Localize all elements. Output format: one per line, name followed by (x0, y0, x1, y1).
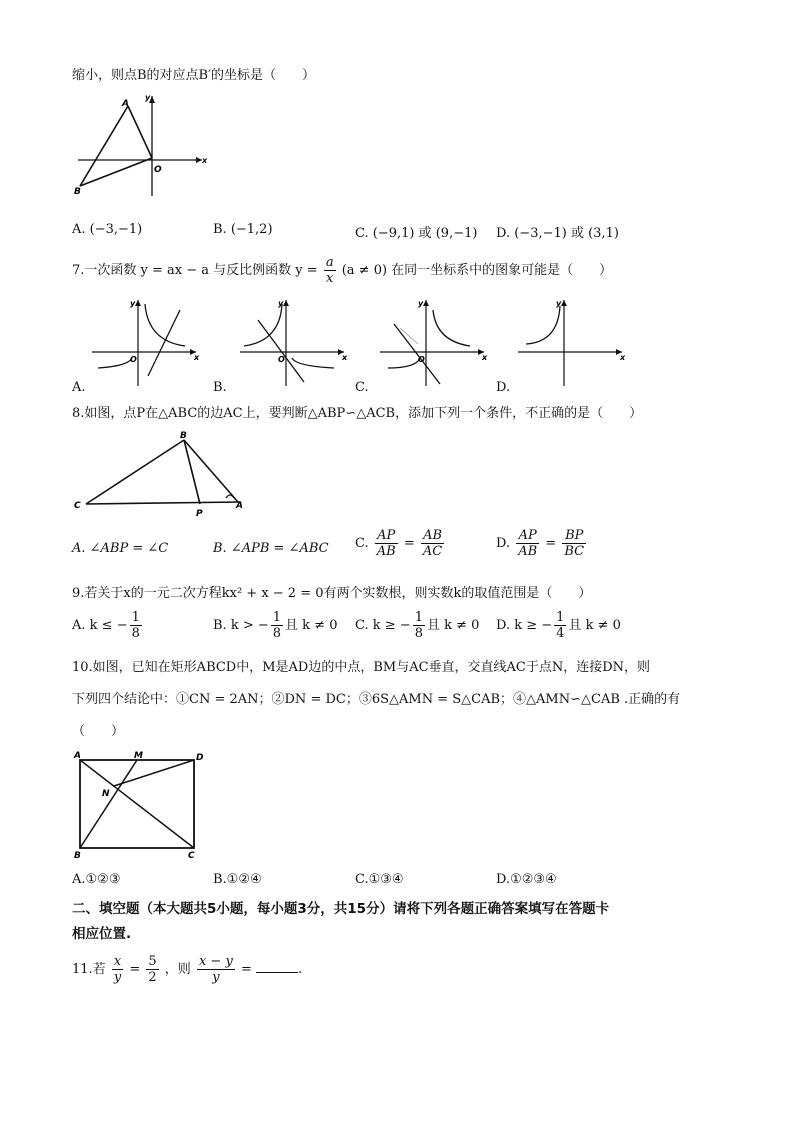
q7-stem-b: (a ≠ 0) 在同一坐标系中的图象可能是（ ） (341, 263, 613, 278)
q6-label-b: B (74, 187, 81, 197)
svg-text:C: C (188, 851, 195, 860)
q8-option-a: A. ∠ABP = ∠C (72, 541, 169, 556)
svg-text:A: A (74, 751, 81, 761)
q8-option-b: B. ∠APB = ∠ABC (213, 541, 329, 556)
q7-graph-c (378, 296, 488, 388)
q6-label-o: O (154, 165, 162, 175)
q9-option-c: C. k ≥ − $\frac{1}{8}$ 且 k ≠ 0 (355, 610, 480, 641)
q9-option-d: D. k ≥ − $\frac{1}{4}$ 且 k ≠ 0 (496, 610, 621, 641)
svg-text:y: y (278, 299, 284, 308)
svg-text:y: y (556, 299, 562, 308)
q6-option-a: A. (−3,−1) (72, 222, 143, 237)
q8-figure (72, 428, 252, 520)
svg-text:y: y (418, 299, 424, 308)
q10-stem-line3: （ ） (72, 724, 125, 739)
svg-text:x: x (482, 353, 488, 362)
svg-text:O: O (130, 355, 137, 364)
q6-stem: 缩小，则点B的对应点B′的坐标是（ ） (72, 68, 316, 83)
svg-text:A: A (236, 501, 243, 511)
q6-label-x: x (202, 156, 208, 165)
svg-text:x: x (620, 353, 626, 362)
q7-graph-b (238, 296, 348, 388)
svg-text:y: y (130, 299, 136, 308)
q7-graph-d (516, 296, 626, 388)
q9-option-b: B. k > − $\frac{1}{8}$ 且 k ≠ 0 (213, 610, 338, 641)
q7-stem (72, 254, 612, 288)
q10-option-b: B.①②④ (213, 872, 262, 887)
svg-text:N: N (102, 789, 110, 799)
q11-stem: 11.若 $\frac{x}{y}$ = $\frac{5}{2}$ ，则 $\frac{x - y}{y}$ = . (72, 954, 303, 985)
q7-stem-a: 7.一次函数 y = ax − a 与反比例函数 y = (72, 263, 318, 278)
q9-option-a: A. k ≤ − $\frac{1}{8}$ (72, 610, 140, 641)
q6-label-y: y (145, 93, 151, 102)
q7-option-d: D. (496, 380, 511, 395)
q6-label-a: A (122, 99, 129, 109)
svg-text:B: B (180, 431, 187, 441)
svg-text:O: O (278, 355, 285, 364)
svg-text:B: B (74, 851, 81, 860)
svg-text:O: O (418, 355, 425, 364)
q6-option-c: C. (−9,1) 或 (9,−1) (355, 226, 478, 241)
svg-text:M: M (134, 751, 143, 761)
q10-stem-line2: 下列四个结论中：①CN = 2AN；②DN = DC；③6S△AMN = S△CAB；④△AMN∽△CAB .正确的有 (72, 692, 681, 707)
q10-option-a: A.①②③ (72, 872, 121, 887)
q10-option-c: C.①③④ (355, 872, 404, 887)
q6-figure (72, 90, 212, 200)
q11-answer-blank[interactable] (256, 960, 298, 973)
q7-option-a: A. (72, 380, 86, 395)
q6-option-b: B. (−1,2) (213, 222, 273, 237)
q9-stem: 9.若关于x的一元二次方程kx² + x − 2 = 0有两个实数根，则实数k的取值范围是（ ） (72, 586, 592, 601)
q7-option-c: C. (355, 380, 369, 395)
q10-stem-line1: 10.如图，已知在矩形ABCD中，M是AD边的中点，BM与AC垂直，交直线AC于点N，连接DN，则 (72, 660, 651, 675)
q7-fraction: $\frac{a}{x}$ (325, 255, 334, 286)
svg-text:x: x (342, 353, 348, 362)
q8-stem: 8.如图，点P在△ABC的边AC上，要判断△ABP∽△ACB，添加下列一个条件，不正确的是（ ） (72, 406, 643, 421)
section-2-heading: 二、填空题（本大题共5小题，每小题3分，共15分）请将下列各题正确答案填写在答题卡 (72, 901, 610, 917)
svg-text:P: P (196, 509, 203, 519)
q7-graph-a (90, 296, 200, 388)
q10-option-d: D.①②③④ (496, 872, 557, 887)
svg-text:C: C (74, 501, 81, 511)
q7-option-b: B. (213, 380, 227, 395)
q6-option-d: D. (−3,−1) 或 (3,1) (496, 226, 619, 241)
q8-option-c: C. $\frac{AP}{AB}$ = $\frac{AB}{AC}$ (355, 528, 443, 559)
q10-figure (72, 748, 212, 860)
svg-text:x: x (194, 353, 200, 362)
svg-text:D: D (196, 753, 204, 763)
q8-option-d: D. $\frac{AP}{AB}$ = $\frac{BP}{BC}$ (496, 528, 585, 559)
section-2-heading-cont: 相应位置. (72, 926, 132, 942)
